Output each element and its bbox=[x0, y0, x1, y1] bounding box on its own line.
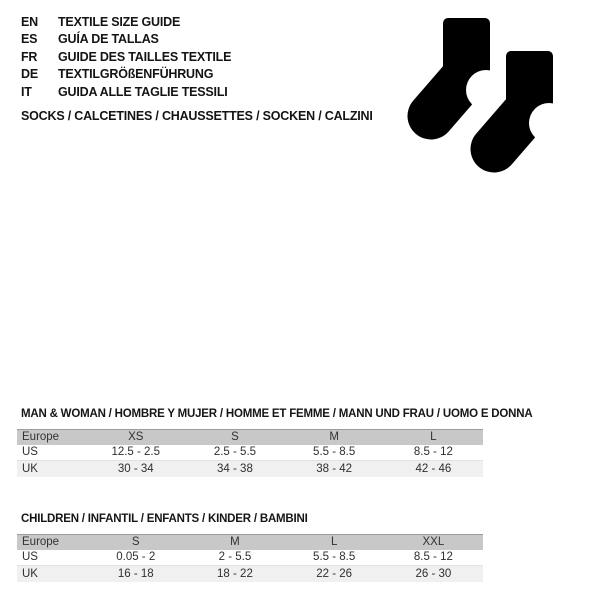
column-header: M bbox=[329, 431, 339, 444]
language-row bbox=[21, 31, 231, 49]
table-title: MAN & WOMAN / HOMBRE Y MUJER / HOMME ET FEMME / MANN UND FRAU / UOMO E DONNA bbox=[21, 408, 533, 420]
column-header: S bbox=[131, 536, 140, 549]
language-row bbox=[21, 83, 231, 101]
size-cell: 5.5 - 8.5 bbox=[313, 446, 356, 459]
column-header: S bbox=[231, 431, 239, 444]
size-cell: 34 - 38 bbox=[217, 462, 253, 475]
row-label: UK bbox=[22, 462, 38, 475]
size-cell: 16 - 18 bbox=[117, 567, 154, 580]
size-table-adults bbox=[17, 406, 533, 477]
language-list bbox=[21, 13, 231, 101]
column-header: Europe bbox=[22, 431, 60, 444]
column-header: XXL bbox=[422, 536, 445, 549]
size-cell: 42 - 46 bbox=[415, 462, 452, 475]
row-label: US bbox=[22, 551, 38, 564]
product-category-line: SOCKS / CALCETINES / CHAUSSETTES / SOCKEN / CALZINI bbox=[21, 109, 373, 123]
socks-icon bbox=[400, 0, 570, 185]
language-code: IT bbox=[21, 84, 32, 99]
size-cell: 2.5 - 5.5 bbox=[213, 446, 257, 459]
table-title: CHILDREN / INFANTIL / ENFANTS / KINDER / BAMBINI bbox=[21, 513, 308, 525]
language-code: EN bbox=[21, 14, 38, 29]
language-code: DE bbox=[21, 67, 38, 82]
table-row bbox=[17, 566, 483, 582]
size-cell: 5.5 - 8.5 bbox=[313, 551, 356, 564]
column-header: XS bbox=[128, 431, 144, 444]
language-label: TEXTILGRÖßENFÜHRUNG bbox=[58, 67, 214, 82]
size-table bbox=[17, 429, 483, 477]
column-header: Europe bbox=[22, 536, 60, 549]
column-header: L bbox=[430, 431, 437, 444]
size-table-children bbox=[17, 511, 483, 582]
table-row bbox=[17, 461, 483, 477]
size-cell: 2 - 5.5 bbox=[218, 551, 252, 564]
language-row bbox=[21, 66, 231, 84]
size-cell: 8.5 - 12 bbox=[413, 551, 453, 564]
size-table bbox=[17, 534, 483, 582]
language-label: GUIDA ALLE TAGLIE TESSILI bbox=[58, 84, 228, 99]
table-header-row bbox=[17, 430, 483, 445]
size-cell: 38 - 42 bbox=[316, 462, 353, 475]
size-cell: 30 - 34 bbox=[117, 462, 154, 475]
row-label: US bbox=[22, 446, 38, 459]
size-cell: 0.05 - 2 bbox=[116, 551, 156, 564]
table-header-row bbox=[17, 535, 483, 550]
size-cell: 8.5 - 12 bbox=[413, 446, 453, 459]
language-label: GUÍA DE TALLAS bbox=[58, 32, 159, 47]
language-code: ES bbox=[21, 32, 38, 47]
size-cell: 22 - 26 bbox=[316, 567, 353, 580]
language-row bbox=[21, 48, 231, 66]
language-row bbox=[21, 13, 231, 31]
language-label: GUIDE DES TAILLES TEXTILE bbox=[58, 49, 232, 64]
row-label: UK bbox=[22, 567, 38, 580]
language-label: TEXTILE SIZE GUIDE bbox=[58, 14, 181, 29]
column-header: L bbox=[330, 536, 338, 549]
table-row bbox=[17, 445, 483, 461]
language-code: FR bbox=[21, 49, 38, 64]
table-row bbox=[17, 550, 483, 566]
size-cell: 18 - 22 bbox=[217, 567, 253, 580]
size-cell: 12.5 - 2.5 bbox=[111, 446, 161, 459]
column-header: M bbox=[230, 536, 240, 549]
size-cell: 26 - 30 bbox=[415, 567, 452, 580]
